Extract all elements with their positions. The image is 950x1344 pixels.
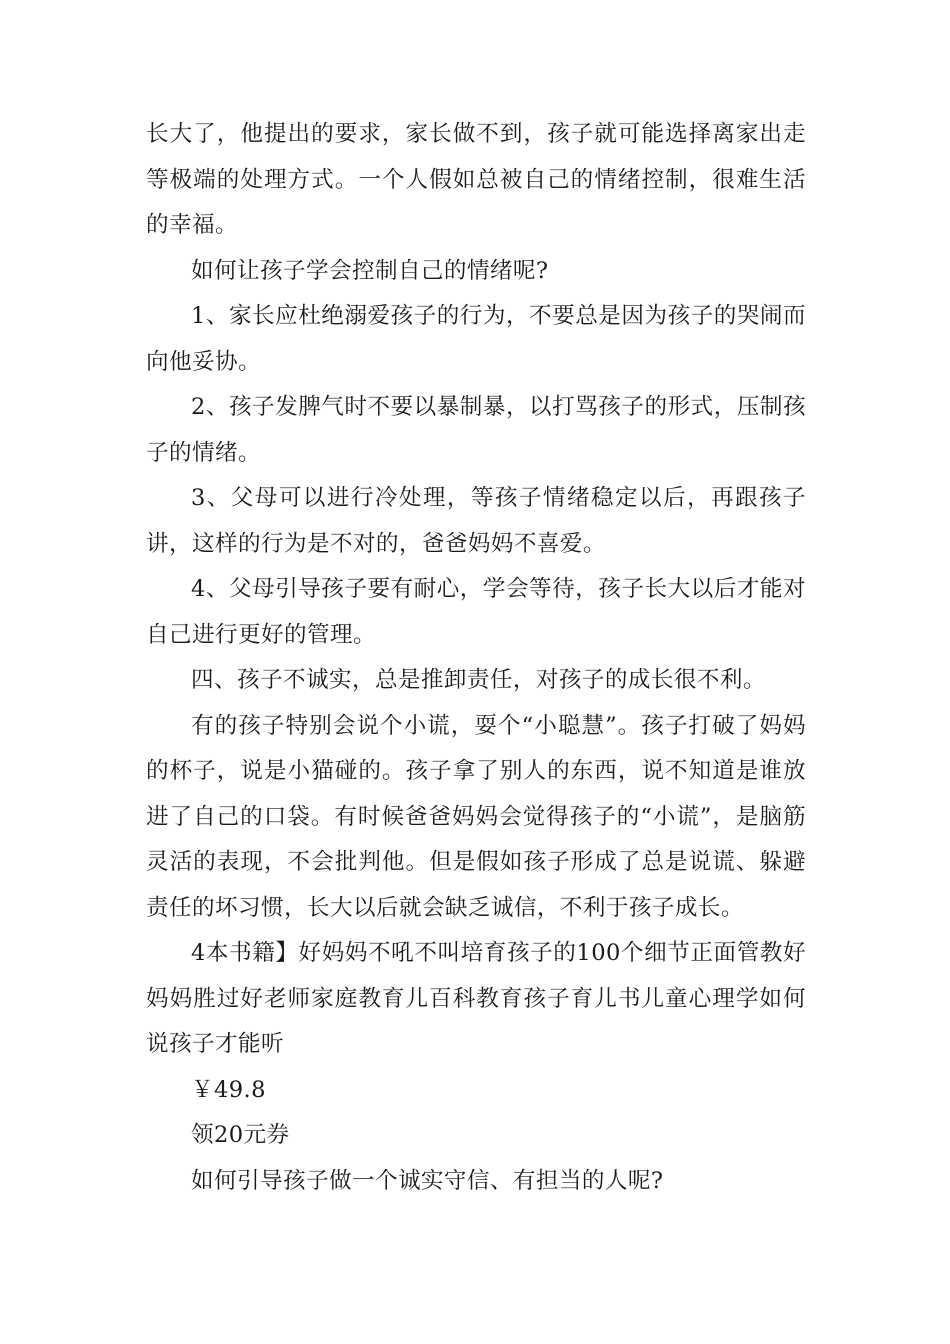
paragraph-lying: 有的孩子特别会说个小谎，耍个“小聪慧”。孩子打破了妈妈的杯子，说是小猫碰的。孩子拿了别人的东西，说不知道是谁放进了自己的口袋。有时候爸爸妈妈会觉得孩子的“小谎”，是脑筋灵活的表现，不会批判他。但是假如孩子形成了总是说谎、躲避责任的坏习惯，长大以后就会缺乏诚信，不利于孩子成长。 — [146, 712, 806, 921]
paragraph-question-emotion: 如何让孩子学会控制自己的情绪呢? — [191, 257, 549, 284]
paragraph-tip-4: 4、父母引导孩子要有耐心，学会等待，孩子长大以后才能对自己进行更好的管理。 — [146, 576, 806, 648]
section-heading-honesty: 四、孩子不诚实，总是推卸责任，对孩子的成长很不利。 — [191, 667, 766, 693]
product-price: ￥49.8 — [191, 1076, 266, 1103]
paragraph-tip-2: 2、孩子发脾气时不要以暴制暴，以打骂孩子的形式，压制孩子的情绪。 — [146, 394, 806, 466]
coupon-text: 领20元券 — [191, 1122, 290, 1148]
paragraph-continuation: 长大了，他提出的要求，家长做不到，孩子就可能选择离家出走等极端的处理方式。一个人假如总被自己的情绪控制，很难生活的幸福。 — [146, 121, 806, 238]
paragraph-question-honesty: 如何引导孩子做一个诚实守信、有担当的人呢? — [191, 1167, 664, 1194]
product-title: 4本书籍】好妈妈不吼不叫培育孩子的100个细节正面管教好妈妈胜过好老师家庭教育儿百科教育孩子育儿书儿童心理学如何说孩子才能听 — [146, 940, 806, 1057]
document-body — [146, 112, 806, 1204]
paragraph-tip-1: 1、家长应杜绝溺爱孩子的行为，不要总是因为孩子的哭闹而向他妥协。 — [146, 303, 806, 375]
paragraph-tip-3: 3、父母可以进行冷处理，等孩子情绪稳定以后，再跟孩子讲，这样的行为是不对的，爸爸妈妈不喜爱。 — [146, 485, 806, 557]
